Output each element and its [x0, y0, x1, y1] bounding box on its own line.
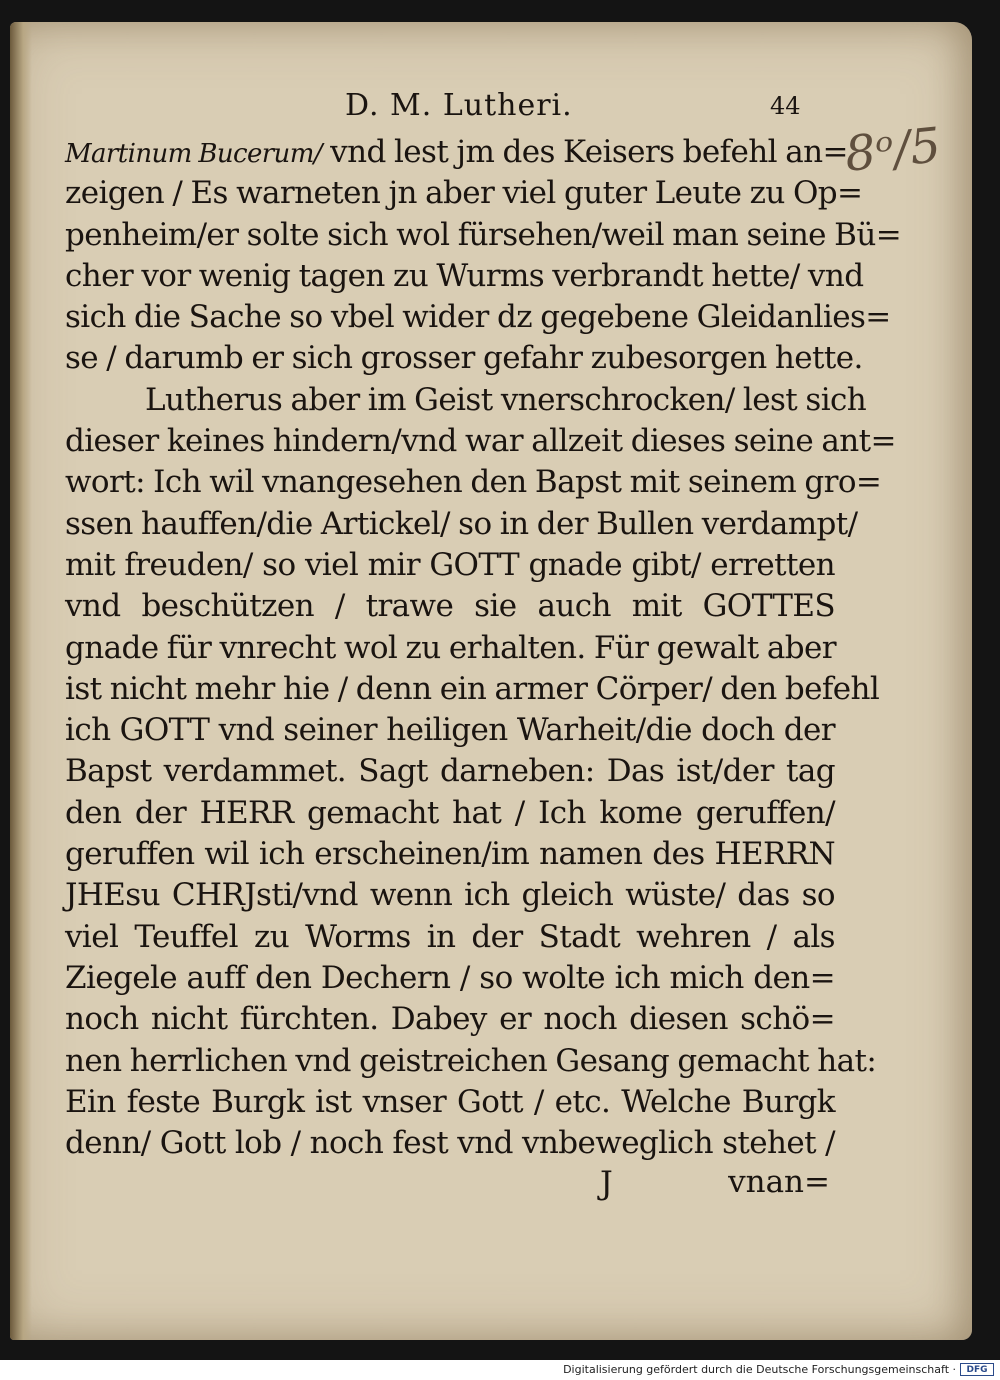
text-line — [65, 338, 863, 379]
line-text: dieser keines hindern/vnd war allzeit dieses seine ant= — [65, 423, 896, 460]
line-text: mit freuden/ so viel mir GOTT gnade gibt/ erretten — [65, 546, 835, 583]
text-line — [65, 999, 835, 1040]
line-text: gnade für vnrecht wol zu erhalten. Für gewalt aber — [65, 629, 836, 666]
signature-mark: J — [600, 1164, 613, 1203]
line-text: viel Teuffel zu Worms in der Stadt wehren / als — [65, 918, 835, 955]
text-line — [65, 256, 864, 297]
line-text: Bapst verdammet. Sagt darneben: Das ist/der tag — [65, 753, 835, 790]
page-gutter — [10, 22, 32, 1340]
line-text: Ziegele auff den Dechern / so wolte ich mich den= — [65, 959, 835, 996]
text-line — [65, 751, 835, 792]
line-text: vnd lest jm des Keisers befehl an= — [321, 134, 848, 170]
funding-credit: Digitalisierung gefördert durch die Deutsche Forschungsgemeinschaft · — [563, 1363, 956, 1376]
line-text: denn/ Gott lob / noch fest vnd vnbeweglich stehet / — [65, 1125, 835, 1162]
text-line — [65, 297, 891, 338]
line-text: noch nicht fürchten. Dabey er noch diesen schö= — [65, 1001, 835, 1038]
text-line — [65, 504, 858, 545]
running-head-title: D. M. Lutheri. — [345, 88, 573, 123]
text-line — [65, 834, 835, 875]
text-line — [65, 380, 867, 421]
catch-row — [65, 1164, 835, 1209]
text-line — [65, 875, 835, 916]
line-text: Lutherus aber im Geist vnerschrocken/ lest sich — [145, 381, 867, 418]
digitization-footer — [0, 1360, 1000, 1380]
text-line — [65, 545, 835, 586]
line-text: se / darumb er sich grosser gefahr zubesorgen hette. — [65, 340, 863, 377]
body-text — [65, 132, 902, 1164]
line-text: wort: Ich wil vnangesehen den Bapst mit seinem gro= — [65, 464, 882, 501]
text-line — [65, 628, 835, 669]
text-line — [65, 669, 880, 710]
line-text: ist nicht mehr hie / denn ein armer Cörper/ den befehl — [65, 670, 880, 707]
line-text: zeigen / Es warneten jn aber viel guter Leute zu Op= — [65, 175, 863, 212]
text-line — [65, 586, 835, 627]
line-text: cher vor wenig tagen zu Wurms verbrandt hette/ vnd — [65, 257, 864, 294]
line-text: Ein feste Burgk ist vnser Gott / etc. Welche Burgk — [65, 1083, 835, 1120]
line-text: sich die Sache so vbel wider dz gegebene Gleidanlies= — [65, 299, 891, 336]
line-prefix-italic: Martinum Bucerum/ — [65, 139, 322, 169]
book-page — [10, 22, 972, 1340]
text-line — [65, 793, 835, 834]
page-number: 44 — [770, 92, 801, 120]
line-text: ssen hauffen/die Artickel/ so in der Bullen verdampt/ — [65, 505, 858, 542]
text-line — [65, 462, 882, 503]
line-text: penheim/er solte sich wol fürsehen/weil man seine Bü= — [65, 216, 902, 253]
catchword: vnan= — [728, 1164, 830, 1201]
line-text: nen herrlichen vnd geistreichen Gesang gemacht hat: — [65, 1042, 877, 1079]
text-line — [65, 215, 902, 256]
handwritten-marginal-note: 8ᵒ/5 — [842, 117, 944, 183]
line-text: den der HERR gemacht hat / Ich kome geruffen/ — [65, 794, 835, 831]
line-text: vnd beschützen / trawe sie auch mit GOTTES — [65, 588, 835, 625]
text-line — [65, 421, 896, 462]
text-line — [65, 1082, 835, 1123]
line-text: JHEsu CHRJsti/vnd wenn ich gleich wüste/ das so — [65, 877, 835, 914]
text-line — [65, 958, 835, 999]
line-text: ich GOTT vnd seiner heiligen Warheit/die doch der — [65, 712, 835, 749]
dfg-logo: DFG — [960, 1363, 994, 1376]
text-line — [65, 917, 835, 958]
running-head — [65, 80, 835, 132]
text-line — [65, 173, 863, 214]
text-line — [65, 710, 835, 751]
line-text: geruffen wil ich erscheinen/im namen des HERRN — [65, 836, 835, 873]
text-line — [65, 132, 848, 173]
text-line — [65, 1123, 835, 1164]
text-line — [65, 1041, 877, 1082]
